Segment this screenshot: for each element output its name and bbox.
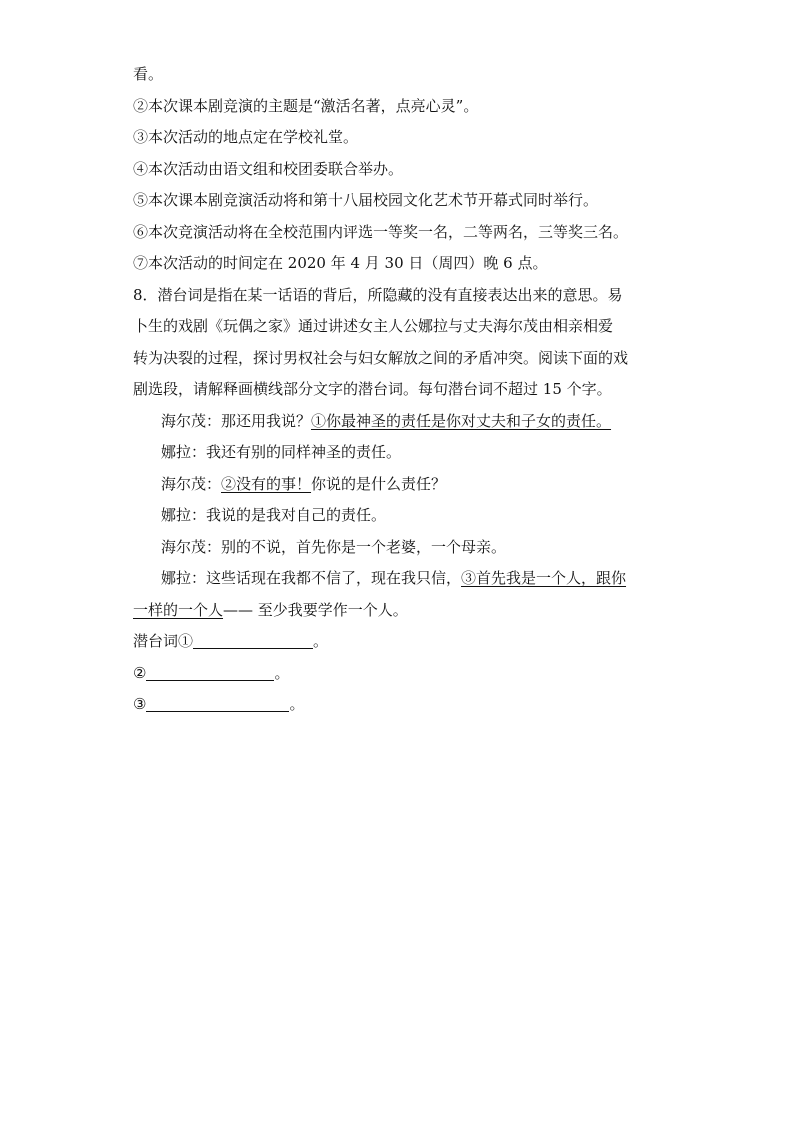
- dialogue-text: —— 至少我要学作一个人。: [223, 600, 408, 619]
- underlined-text: ③首先我是一个人，跟你: [461, 569, 627, 587]
- text-line: 看。: [133, 65, 164, 83]
- list-item: ⑥本次竞演活动将在全校范围内评选一等奖一名，二等两名，三等奖三名。: [133, 222, 629, 241]
- list-item: ⑦本次活动的时间定在 2020 年 4 月 30 日（周四）晚 6 点。: [133, 254, 548, 272]
- underlined-text: 一样的一个人: [133, 600, 224, 619]
- answer-label: ②: [133, 663, 147, 682]
- speaker-text: 娜拉：这些话现在我都不信了，现在我只信，: [161, 569, 462, 587]
- answer-line-1: [133, 626, 673, 658]
- period-text: 。: [313, 632, 329, 650]
- list-item: ②本次课本剧竞演的主题是“激活名著，点亮心灵”。: [133, 96, 479, 115]
- dialogue-line: 海尔茂：别的不说，首先你是一个老婆，一个母亲。: [161, 537, 507, 556]
- dialogue-line: [133, 469, 673, 501]
- answer-line-2: [133, 658, 673, 690]
- question-8-line: 8．潜台词是指在某一话语的背后，所隐藏的没有直接表达出来的意思。易: [133, 285, 623, 304]
- question-8-line: 剧选段，请解释画横线部分文字的潜台词。每句潜台词不超过 15 个字。: [133, 380, 612, 398]
- underlined-text: ②没有的事！: [221, 474, 312, 493]
- speaker-text: 海尔茂：: [161, 474, 222, 493]
- answer-blank-1[interactable]: [193, 630, 313, 649]
- underlined-text: ①你最神圣的责任是你对丈夫和子女的责任。: [311, 411, 612, 430]
- period-text: 。: [274, 663, 290, 682]
- list-item: ③本次活动的地点定在学校礼堂。: [133, 128, 359, 146]
- list-item: ④本次活动由语文组和校团委联合举办。: [133, 159, 404, 178]
- speaker-text: 海尔茂：那还用我说？: [161, 411, 312, 430]
- dialogue-line: 娜拉：我说的是我对自己的责任。: [161, 506, 387, 524]
- document-page: [133, 59, 673, 721]
- dialogue-text: 你说的是什么责任？: [311, 474, 447, 493]
- answer-label: ③: [133, 695, 147, 713]
- list-item: ⑤本次课本剧竞演活动将和第十八届校园文化艺术节开幕式同时举行。: [133, 191, 599, 209]
- question-8-line: 卜生的戏剧《玩偶之家》通过讲述女主人公娜拉与丈夫海尔茂由相亲相爱: [133, 317, 614, 335]
- period-text: 。: [289, 695, 305, 713]
- question-8-line: 转为决裂的过程，探讨男权社会与妇女解放之间的矛盾冲突。阅读下面的戏: [133, 348, 629, 367]
- answer-blank-2[interactable]: [146, 662, 274, 681]
- answer-blank-3[interactable]: [146, 693, 289, 712]
- dialogue-line: [133, 563, 673, 595]
- dialogue-line: [133, 406, 673, 438]
- dialogue-line: 娜拉：我还有别的同样神圣的责任。: [161, 443, 402, 461]
- answer-line-3: [133, 689, 673, 721]
- dialogue-line: [133, 595, 673, 627]
- answer-label: 潜台词①: [133, 632, 194, 650]
